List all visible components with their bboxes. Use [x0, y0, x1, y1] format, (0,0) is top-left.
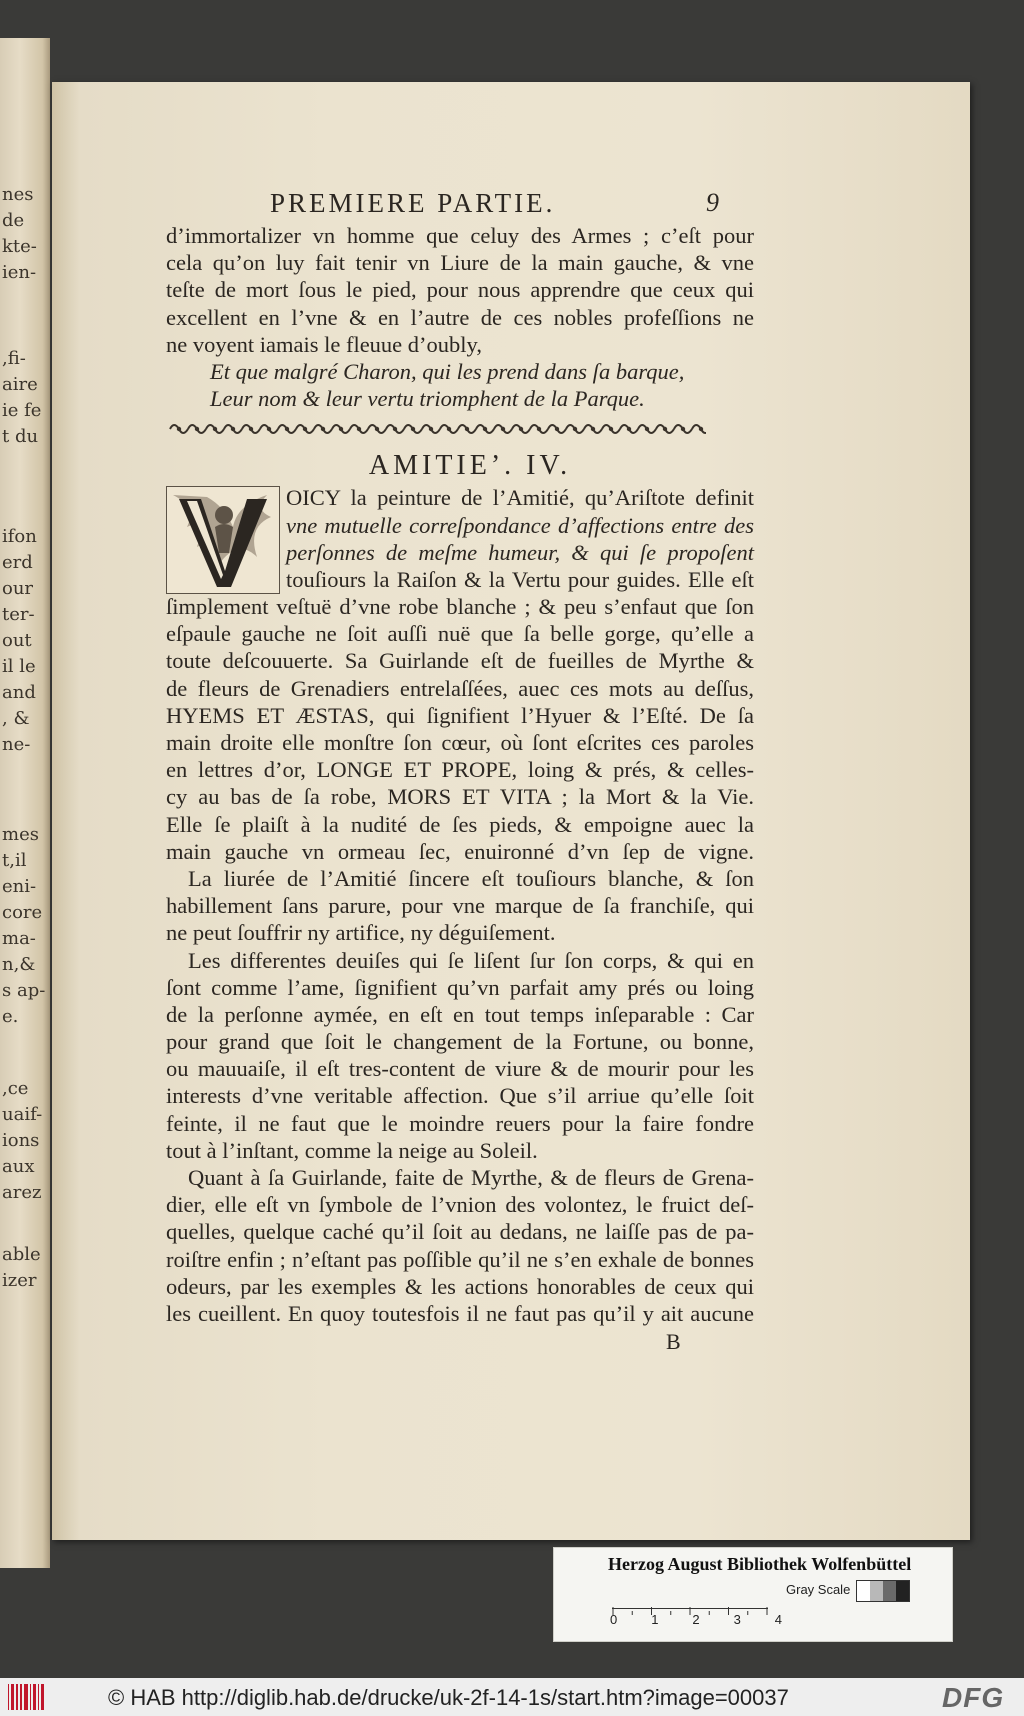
gray-swatch: [896, 1581, 909, 1601]
text-line: en lettres d’or, LONGE ET PROPE, loing & prés, & celles-: [166, 757, 754, 783]
prev-page-fragment: arez: [2, 1182, 42, 1203]
prev-page-fragment: t du: [2, 426, 39, 447]
prev-page-fragment: ions: [2, 1130, 40, 1151]
ornament-dot: [537, 427, 541, 431]
prev-page-fragment: eni-: [2, 876, 37, 897]
text-line: Elle ſe plaiſt à la nudité de ſes pieds, & empoigne auec la: [166, 811, 754, 837]
text-line: quelles, quelque caché qu’il ſoit au dedans, ne laiſſe pas de pa-: [166, 1219, 754, 1245]
paragraph-livery: [166, 865, 754, 947]
text-line: pour grand que ſoit le changement de la Fortune, ou bonne,: [166, 1029, 754, 1055]
prev-page-fragment: ,fi-: [2, 348, 26, 369]
ornament-dot: [699, 427, 703, 431]
ornament-dot: [465, 427, 469, 431]
dropcap-paragraph: [166, 484, 754, 593]
prev-page-fragment: able: [2, 1244, 41, 1265]
ornament-dot: [591, 427, 595, 431]
text-line: toute deſcouuerte. Sa Guirlande eſt de fueilles de Myrthe &: [166, 648, 754, 674]
prev-page-fragment: e.: [2, 1006, 19, 1027]
text-line: ſont comme l’ame, ſignifient qu’vn parfait amy prés ou loing: [166, 974, 754, 1000]
ruler-number: 3: [733, 1612, 741, 1627]
color-scale-card: [553, 1547, 953, 1642]
ornament-dot: [663, 427, 667, 431]
text-line: Les differentes deuiſes qui ſe liſent ſur ſon corps, & qui en: [188, 947, 754, 973]
section-title: AMITIE’. IV.: [368, 450, 572, 482]
ornament-dot: [357, 427, 361, 431]
prev-page-fragment: kte-: [2, 236, 37, 257]
page-number: 9: [706, 188, 719, 217]
prev-page-fragment: n,&: [2, 954, 36, 975]
text-line: odeurs, par les exemples & les actions honorables de ceux qui: [166, 1273, 754, 1299]
ornament-dot: [429, 427, 433, 431]
hab-logo-icon: [8, 1684, 44, 1710]
prev-page-fragment: ie fe: [2, 400, 42, 421]
barcode-stripe: [24, 1684, 28, 1710]
ruler-number: 0: [610, 1612, 618, 1627]
ornament-dot: [483, 427, 487, 431]
text-line: excellent en l’vne & en l’autre de ces nobles profeſſions ne: [166, 304, 754, 330]
ruler-number: 1: [651, 1612, 659, 1627]
prev-page-fragment: erd: [2, 552, 33, 573]
ornament-dot: [339, 427, 343, 431]
text-line: ne peut ſouffrir ny artifice, ny déguiſement.: [166, 920, 556, 946]
barcode-stripe: [30, 1684, 31, 1710]
barcode-stripe: [41, 1684, 44, 1710]
ornament-dot: [213, 427, 217, 431]
running-head: [166, 188, 754, 222]
prev-page-fragment: uaif-: [2, 1104, 43, 1125]
previous-page-edge: [0, 38, 50, 1568]
text-line: ſimplement veſtuë d’vne robe blanche ; & peu s’enfaut que ſon: [166, 594, 754, 620]
dfg-logo: DFG: [942, 1682, 1005, 1713]
text-line: Leur nom & leur vertu triomphent de la Parque.: [210, 386, 645, 412]
ornament-dot: [231, 427, 235, 431]
ruler-number: 4: [774, 1612, 782, 1627]
prev-page-fragment: de: [2, 210, 25, 231]
text-line: ou mauuaiſe, il eſt tres-content de viure & de mourir pour les: [166, 1056, 754, 1082]
ornament-dot: [375, 427, 379, 431]
text-line: d’immortalizer vn homme que celuy des Armes ; c’eſt pour: [166, 223, 754, 248]
ruler-number: 2: [692, 1612, 700, 1627]
prev-page-fragment: nes: [2, 184, 34, 205]
ornament-dot: [645, 427, 649, 431]
prev-page-fragment: s ap-: [2, 980, 46, 1001]
prev-page-fragment: our: [2, 578, 34, 599]
barcode-stripe: [8, 1684, 9, 1710]
ornament-dot: [681, 427, 685, 431]
prev-page-fragment: ifon: [2, 526, 37, 547]
gray-swatch: [857, 1581, 870, 1601]
prev-page-fragment: ter-: [2, 604, 35, 625]
barcode-stripe: [33, 1684, 35, 1710]
text-line: teſte de mort ſous le pied, pour nous apprendre que ceux qui: [166, 277, 754, 303]
running-head-title: PREMIERE PARTIE.: [270, 188, 556, 218]
prev-page-fragment: ,ce: [2, 1078, 29, 1099]
ornament-dot: [195, 427, 199, 431]
paragraph-guirlande: [166, 1164, 754, 1327]
ruler-numbers: [610, 1612, 782, 1627]
text-line: main gauche vn ormeau ſec, enuironné d’vn ſep de vigne.: [166, 838, 754, 864]
opening-paragraph: [166, 222, 754, 358]
text-line: feinte, il ne faut que le moindre reuers pour la faire fondre: [166, 1110, 754, 1136]
prev-page-fragment: t,il: [2, 850, 27, 871]
ornament-dot: [267, 427, 271, 431]
ornament-dot: [285, 427, 289, 431]
gray-swatch: [883, 1581, 896, 1601]
text-line: cela qu’on luy fait tenir vn Liure de la main gauche, & vne: [166, 250, 754, 276]
ornament-dot: [303, 427, 307, 431]
ornament-dot: [249, 427, 253, 431]
text-line: main droite elle monſtre ſon cœur, où ſont eſcrites ces paroles: [166, 730, 754, 755]
ornament-dot: [321, 427, 325, 431]
prev-page-fragment: izer: [2, 1270, 37, 1291]
body-paragraph: [166, 593, 754, 865]
text-line: OICY la peinture de l’Amitié, qu’Ariſtote definit: [286, 485, 754, 511]
text-line: de la perſonne aymée, en eſt en tout temps inſeparable : Car: [166, 1001, 754, 1027]
prev-page-fragment: ma-: [2, 928, 36, 949]
ornament-dot: [411, 427, 415, 431]
prev-page-fragment: il le: [2, 656, 36, 677]
signature-mark: B: [666, 1329, 681, 1355]
ornament-divider: [166, 416, 754, 446]
ornament-dot: [177, 427, 181, 431]
prev-page-fragment: ne-: [2, 734, 31, 755]
text-line: HYEMS ET ÆSTAS, qui ſignifient l’Hyuer & l’Eſté. De ſa: [166, 702, 754, 728]
text-line: La liurée de l’Amitié ſincere eſt touſiours blanche, & ſon: [188, 865, 754, 891]
text-line: vne mutuelle correſpondance d’affections entre des: [286, 512, 754, 538]
text-line: perſonnes de meſme humeur, & qui ſe propoſent: [286, 539, 754, 565]
text-line: Quant à ſa Guirlande, faite de Myrthe, & de fleurs de Grena-: [188, 1165, 754, 1190]
text-line: Et que malgré Charon, qui les prend dans ſa barque,: [210, 358, 685, 384]
text-line: eſpaule gauche ne ſoit auſſi nuë que ſa belle gorge, qu’elle a: [166, 621, 754, 647]
prev-page-fragment: aux: [2, 1156, 35, 1177]
library-name: Herzog August Bibliothek Wolfenbüttel: [608, 1554, 912, 1574]
ornament-dot: [573, 427, 577, 431]
prev-page-fragment: , &: [2, 708, 30, 729]
ruler: [612, 1600, 768, 1609]
footer-url[interactable]: © HAB http://diglib.hab.de/drucke/uk-2f-14-1s/start.htm?image=00037: [108, 1685, 789, 1710]
text-line: dier, elle eſt vn ſymbole de l’vnion des volontez, le fruict deſ-: [166, 1192, 754, 1218]
page-text: [166, 188, 754, 1357]
gray-scale-label: Gray Scale: [786, 1582, 851, 1597]
prev-page-fragment: ien-: [2, 262, 37, 283]
prev-page-fragment: out: [2, 630, 32, 651]
ornament-dot: [555, 427, 559, 431]
ornament-dot: [627, 427, 631, 431]
barcode-stripe: [11, 1684, 14, 1710]
verse-couplet: [166, 358, 754, 412]
ornament-dot: [501, 427, 505, 431]
barcode-stripe: [20, 1684, 22, 1710]
ornament-dot: [519, 427, 523, 431]
text-line: touſiours la Raiſon & la Vertu pour guides. Elle eſt: [286, 566, 754, 592]
dropcap-v-icon: [166, 486, 280, 594]
prev-page-fragment: core: [2, 902, 43, 923]
ornament-dot: [447, 427, 451, 431]
text-line: cy au bas de ſa robe, MORS ET VITA ; la Mort & la Vie.: [166, 784, 754, 810]
text-line: les cueillent. En quoy toutesfois il ne faut pas qu’il y ait aucune: [166, 1300, 754, 1326]
gray-scale-bar: [856, 1580, 910, 1602]
prev-page-fragment: aire: [2, 374, 38, 395]
gray-swatch: [870, 1581, 883, 1601]
ornament-dot: [393, 427, 397, 431]
text-line: tout à l’inſtant, comme la neige au Soleil.: [166, 1137, 538, 1163]
text-line: interests d’vne veritable affection. Que s’il arriue qu’elle ſoit: [166, 1083, 754, 1109]
text-line: habillement ſans parure, pour vne marque de ſa franchiſe, qui: [166, 893, 754, 919]
ornament-dot: [609, 427, 613, 431]
text-line: roiſtre enfin ; n’eſtant pas poſſible qu’il ne s’en exhale de bonnes: [166, 1246, 754, 1272]
text-line: ne voyent iamais le fleuue d’oubly,: [166, 331, 482, 357]
barcode-stripe: [38, 1684, 39, 1710]
barcode-stripe: [16, 1684, 17, 1710]
paragraph-devises: [166, 947, 754, 1165]
prev-page-fragment: mes: [2, 824, 39, 845]
prev-page-fragment: and: [2, 682, 36, 703]
text-line: de fleurs de Grenadiers entrelaſſées, auec ces mots au deſſus,: [166, 675, 754, 701]
footer-bar: [0, 1678, 1024, 1716]
